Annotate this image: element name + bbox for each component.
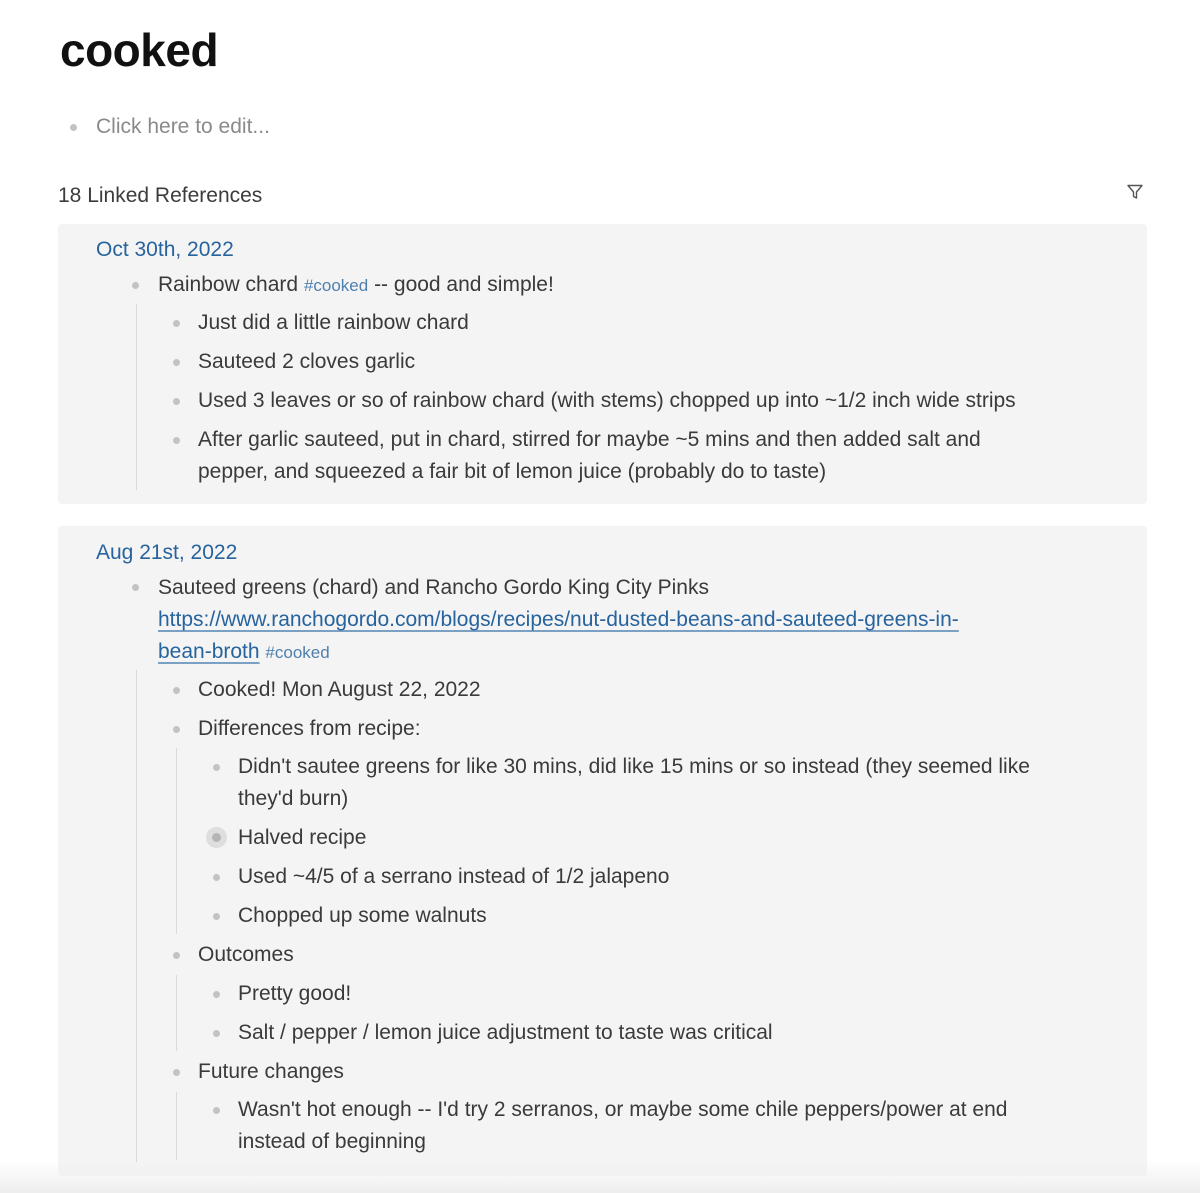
block-text[interactable]: Sauteed greens (chard) and Rancho Gordo King City Pinks	[158, 576, 709, 599]
child-block-text[interactable]: Cooked! Mon August 22, 2022	[198, 678, 481, 701]
block-bullet[interactable]	[132, 282, 139, 289]
linked-references-header[interactable]: 18 Linked References	[58, 184, 263, 207]
child-bullet[interactable]	[173, 320, 180, 327]
recipe-url-link-end[interactable]: bean-broth	[158, 640, 260, 663]
nested-bullet[interactable]	[213, 874, 220, 881]
nested-bullet[interactable]	[213, 991, 220, 998]
nested-bullet[interactable]	[213, 1107, 220, 1114]
nested-block-text-continued[interactable]: they'd burn)	[238, 787, 349, 810]
child-block-text[interactable]: Future changes	[198, 1060, 344, 1083]
block-bullet[interactable]	[132, 584, 139, 591]
edit-placeholder[interactable]: Click here to edit...	[96, 115, 270, 138]
nested-block-text[interactable]: Used ~4/5 of a serrano instead of 1/2 jalapeno	[238, 865, 670, 888]
child-block-text[interactable]: Outcomes	[198, 943, 294, 966]
nested-block-text[interactable]: Salt / pepper / lemon juice adjustment to taste was critical	[238, 1021, 773, 1044]
nested-block-text[interactable]: Chopped up some walnuts	[238, 904, 487, 927]
block-text-main: Rainbow chard	[158, 273, 299, 296]
reference-date-link[interactable]: Oct 30th, 2022	[96, 238, 234, 261]
page-title[interactable]: cooked	[60, 24, 219, 76]
child-guide-line	[136, 670, 137, 1162]
nested-bullet[interactable]	[213, 913, 220, 920]
nested-guide-line	[176, 748, 177, 934]
child-block-text[interactable]: Differences from recipe:	[198, 717, 421, 740]
block-text-url-end[interactable]	[158, 636, 330, 669]
child-block-text[interactable]: After garlic sauteed, put in chard, stirred for maybe ~5 mins and then added salt and	[198, 428, 981, 451]
nested-guide-line	[176, 975, 177, 1051]
child-bullet[interactable]	[173, 952, 180, 959]
reference-date-link[interactable]: Aug 21st, 2022	[96, 541, 238, 564]
nested-block-text[interactable]: Halved recipe	[238, 826, 367, 849]
child-bullet[interactable]	[173, 726, 180, 733]
child-bullet[interactable]	[173, 1069, 180, 1076]
child-bullet[interactable]	[173, 398, 180, 405]
block-text[interactable]	[158, 269, 554, 302]
block-text-rest: -- good and simple!	[374, 273, 554, 296]
tag-cooked[interactable]: #cooked	[265, 643, 330, 662]
placeholder-bullet[interactable]	[70, 124, 77, 131]
scroll-fade	[0, 1160, 1200, 1193]
nested-block-text[interactable]: Didn't sautee greens for like 30 mins, did like 15 mins or so instead (they seemed like	[238, 755, 1030, 778]
nested-bullet[interactable]	[213, 764, 220, 771]
nested-guide-line	[176, 1092, 177, 1160]
child-block-text[interactable]: Used 3 leaves or so of rainbow chard (with stems) chopped up into ~1/2 inch wide strips	[198, 389, 1016, 412]
nested-bullet[interactable]	[213, 1030, 220, 1037]
filter-icon[interactable]	[1126, 183, 1144, 201]
nested-block-text[interactable]: Wasn't hot enough -- I'd try 2 serranos, or maybe some chile peppers/power at end	[238, 1098, 1008, 1121]
nested-block-text[interactable]: Pretty good!	[238, 982, 352, 1005]
tag-cooked[interactable]: #cooked	[303, 276, 369, 295]
child-bullet[interactable]	[173, 437, 180, 444]
nested-block-text-continued[interactable]: instead of beginning	[238, 1130, 426, 1153]
nested-bullet-hovered[interactable]	[212, 833, 221, 842]
child-bullet[interactable]	[173, 687, 180, 694]
child-block-text[interactable]: Sauteed 2 cloves garlic	[198, 350, 416, 373]
child-bullet[interactable]	[173, 359, 180, 366]
recipe-url-link[interactable]: https://www.ranchogordo.com/blogs/recipes/nut-dusted-beans-and-sauteed-greens-in-	[158, 608, 959, 631]
child-block-text[interactable]: Just did a little rainbow chard	[198, 311, 469, 334]
child-block-text-continued[interactable]: pepper, and squeezed a fair bit of lemon juice (probably do to taste)	[198, 460, 827, 483]
child-guide-line	[136, 304, 137, 490]
